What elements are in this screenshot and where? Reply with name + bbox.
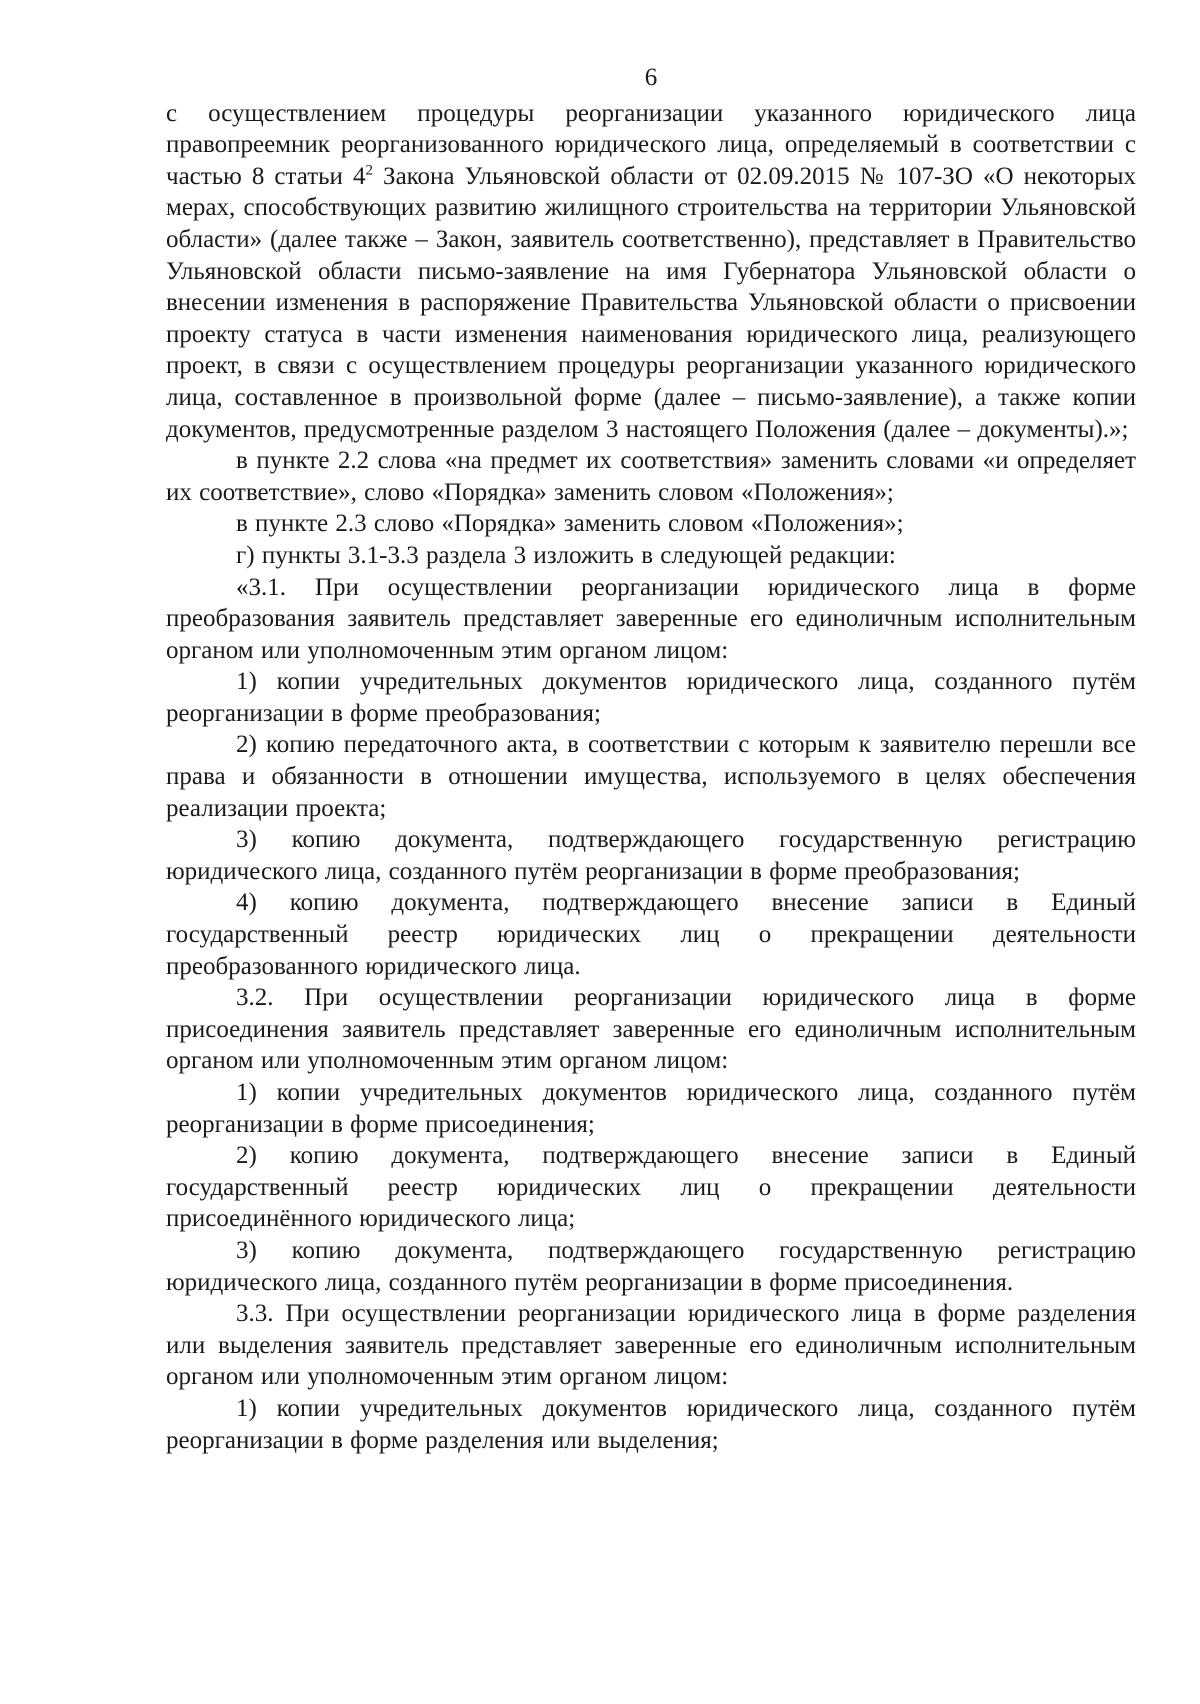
paragraph-3-3: 3.3. При осуществлении реорганизации юридического лица в форме разделения или выделения заявитель представляет заверенные его единоличным исполнительным органом или уполномоченным этим органом лицом: xyxy=(166,1300,1136,1391)
list-item-3-2-2: 2) копию документа, подтверждающего внесение записи в Единый государственный реестр юридических лиц о прекращении деятельности присоединённого юридического лица; xyxy=(166,1142,1136,1233)
paragraph-g: г) пункты 3.1-3.3 раздела 3 изложить в следующей редакции: xyxy=(236,541,896,569)
list-item-3-1-1: 1) копии учредительных документов юридического лица, созданного путём реорганизации в форме преобразования; xyxy=(166,668,1136,727)
paragraph-text-tail: Закона Ульяновской области от 02.09.2015 № 107-ЗО «О некоторых мерах, способствующих развитию жилищного строительства на территории Ульяновской области» (далее также – Закон, заявитель соответственно), представляет в Правительство Ульяновской области письмо-заявление на имя Губернатора Ульяновской области о внесении изменения в распоряжение Правительства Ульяновской области о присвоении проекту статуса в части изменения наименования юридического лица, реализующего проект, в связи с осуществлением процедуры реорганизации указанного юридического лица, составленное в произвольной форме (далее – письмо-заявление), а также копии документов, предусмотренные разделом 3 настоящего Положения (далее – документы).»; xyxy=(166,162,1136,443)
list-item-3-1-2: 2) копию передаточного акта, в соответствии с которым к заявителю перешли все права и обязанности в отношении имущества, используемого в целях обеспечения реализации проекта; xyxy=(166,731,1136,822)
paragraph-3-2: 3.2. При осуществлении реорганизации юридического лица в форме присоединения заявитель представляет заверенные его единоличным исполнительным органом или уполномоченным этим органом лицом: xyxy=(166,984,1136,1075)
paragraph-3-1: «3.1. При осуществлении реорганизации юридического лица в форме преобразования заявитель представляет заверенные его единоличным исполнительным органом или уполномоченным этим органом лицом: xyxy=(166,573,1136,664)
paragraph-2-2: в пункте 2.2 слова «на предмет их соответствия» заменить словами «и определяет их соответствие», слово «Порядка» заменить словом «Положения»; xyxy=(166,447,1136,506)
document-page xyxy=(166,62,1136,1456)
superscript: 2 xyxy=(365,162,373,179)
list-item-3-2-1: 1) копии учредительных документов юридического лица, созданного путём реорганизации в форме присоединения; xyxy=(166,1079,1136,1138)
paragraph-2-3: в пункте 2.3 слово «Порядка» заменить словом «Положения»; xyxy=(236,510,904,538)
list-item-3-3-1: 1) копии учредительных документов юридического лица, созданного путём реорганизации в форме разделения или выделения; xyxy=(166,1394,1136,1454)
page-number: 6 xyxy=(644,64,658,91)
paragraph-intro xyxy=(166,98,1136,446)
list-item-3-1-3: 3) копию документа, подтверждающего государственную регистрацию юридического лица, созданного путём реорганизации в форме преобразования; xyxy=(166,826,1136,885)
list-item-3-1-4: 4) копию документа, подтверждающего внесение записи в Единый государственный реестр юридических лиц о прекращении деятельности преобразованного юридического лица. xyxy=(166,889,1136,980)
paragraph-text: с осуществлением процедуры реорганизации указанного юридического лица правопреемник реорганизованного юридического лица, определяемый в соответствии с частью 8 статьи 4 xyxy=(166,99,1136,190)
list-item-3-2-3: 3) копию документа, подтверждающего государственную регистрацию юридического лица, созданного путём реорганизации в форме присоединения. xyxy=(166,1236,1136,1296)
